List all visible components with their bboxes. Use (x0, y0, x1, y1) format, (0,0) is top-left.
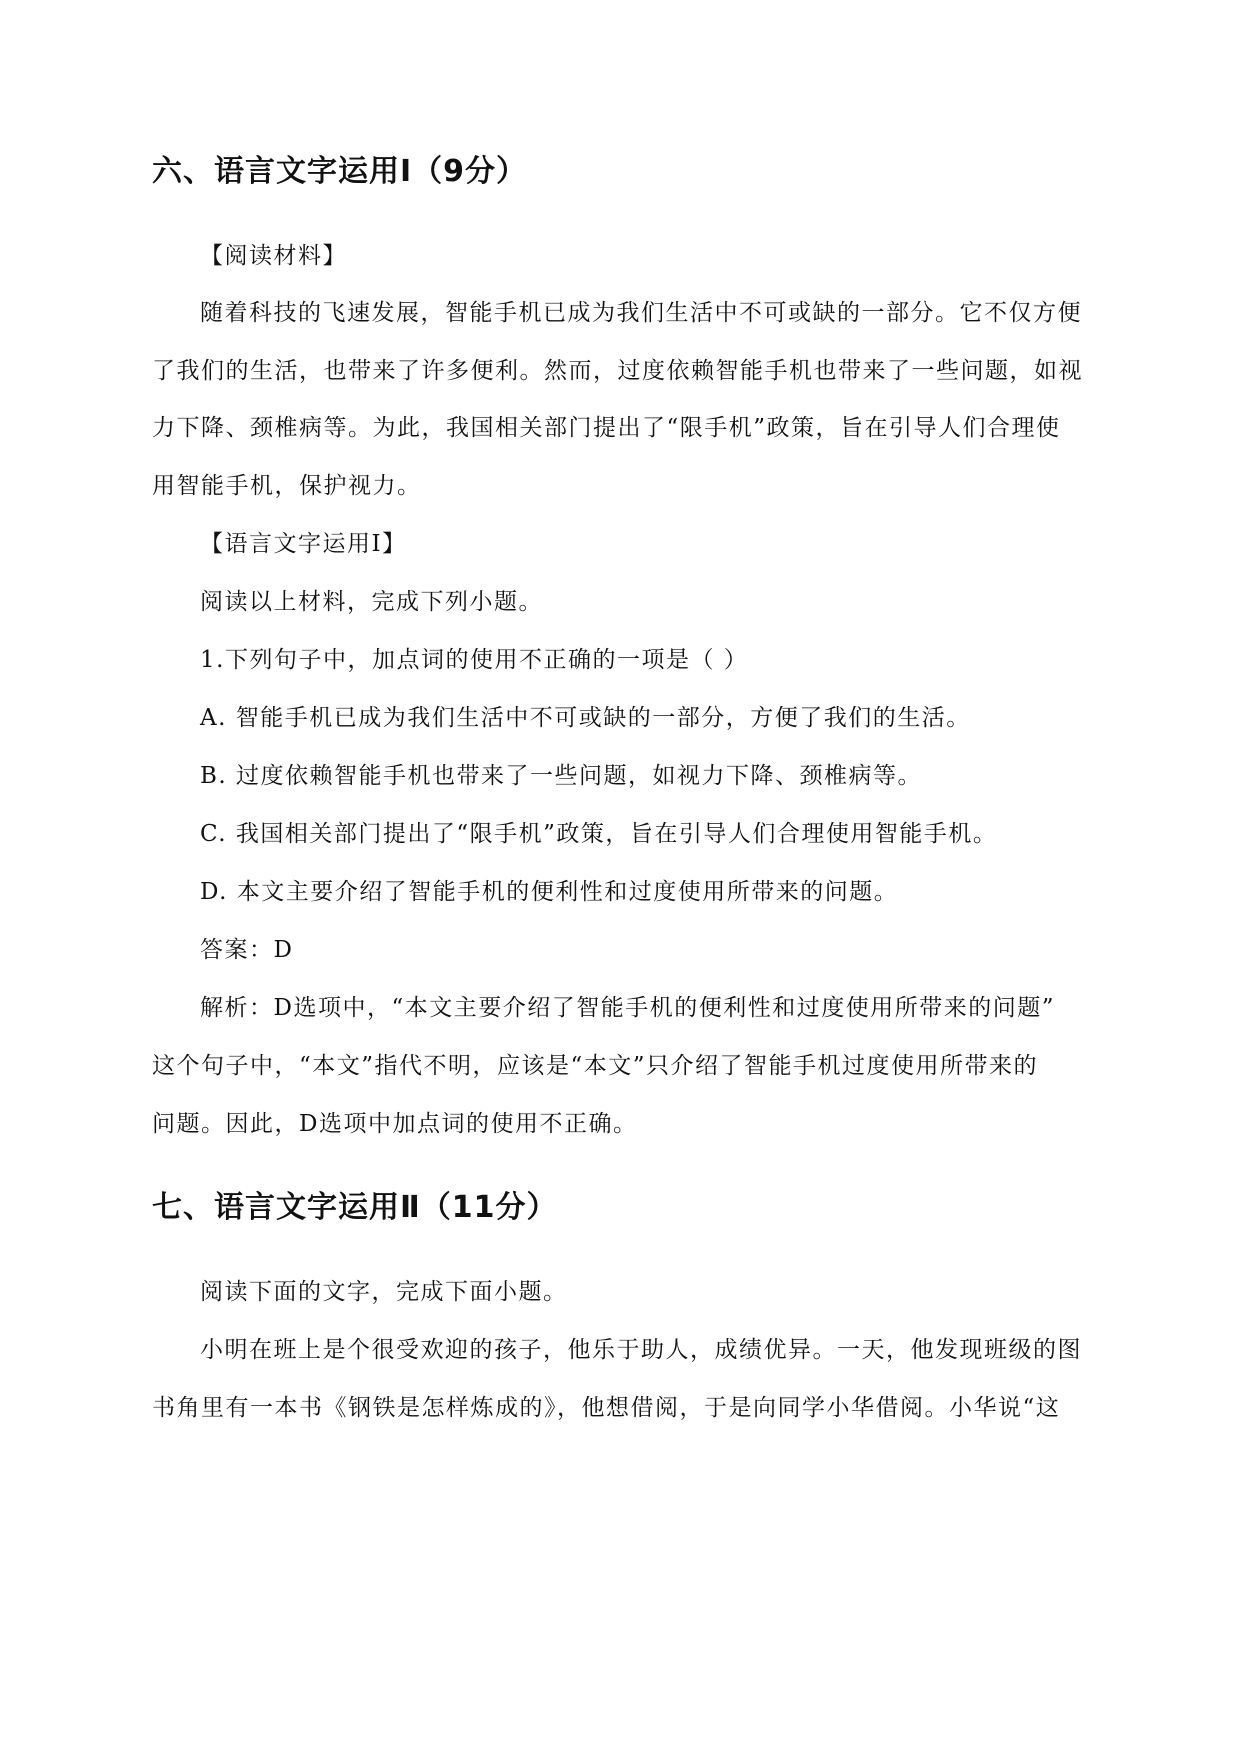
option-c: C. 我国相关部门提出了“限手机”政策，旨在引导人们合理使用智能手机。 (200, 821, 998, 847)
section-7-heading: 七、语言文字运用Ⅱ（11分） (152, 1190, 558, 1225)
passage-line: 书角里有一本书《钢铁是怎样炼成的》，他想借阅，于是向同学小华借阅。小华说“这 (152, 1395, 1061, 1421)
material-line: 力下降、颈椎病等。为此，我国相关部门提出了“限手机”政策，旨在引导人们合理使 (152, 415, 1061, 441)
option-a: A. 智能手机已成为我们生活中不可或缺的一部分，方便了我们的生活。 (200, 705, 971, 731)
material-label: 【阅读材料】 (200, 243, 347, 269)
usage-label: 【语言文字运用Ⅰ】 (200, 531, 407, 557)
analysis-line: 问题。因此，D选项中加点词的使用不正确。 (152, 1111, 638, 1137)
answer: 答案：D (200, 937, 294, 963)
analysis-line: 这个句子中，“本文”指代不明，应该是“本文”只介绍了智能手机过度使用所带来的 (152, 1053, 1039, 1079)
instruction: 阅读以上材料，完成下列小题。 (200, 589, 543, 615)
instruction: 阅读下面的文字，完成下面小题。 (200, 1279, 568, 1305)
material-line: 用智能手机，保护视力。 (152, 473, 422, 499)
option-d: D. 本文主要介绍了智能手机的便利性和过度使用所带来的问题。 (200, 879, 899, 905)
material-line: 了我们的生活，也带来了许多便利。然而，过度依赖智能手机也带来了一些问题，如视 (152, 358, 1083, 384)
question: 1.下列句子中，加点词的使用不正确的一项是（ ） (200, 647, 749, 673)
material-line: 随着科技的飞速发展，智能手机已成为我们生活中不可或缺的一部分。它不仅方便 (200, 300, 1082, 326)
section-6-heading: 六、语言文字运用Ⅰ（9分） (152, 154, 528, 189)
analysis-line: 解析：D选项中，“本文主要介绍了智能手机的便利性和过度使用所带来的问题” (200, 995, 1055, 1021)
passage-line: 小明在班上是个很受欢迎的孩子，他乐于助人，成绩优异。一天，他发现班级的图 (200, 1337, 1082, 1363)
option-b: B. 过度依赖智能手机也带来了一些问题，如视力下降、颈椎病等。 (200, 763, 923, 789)
